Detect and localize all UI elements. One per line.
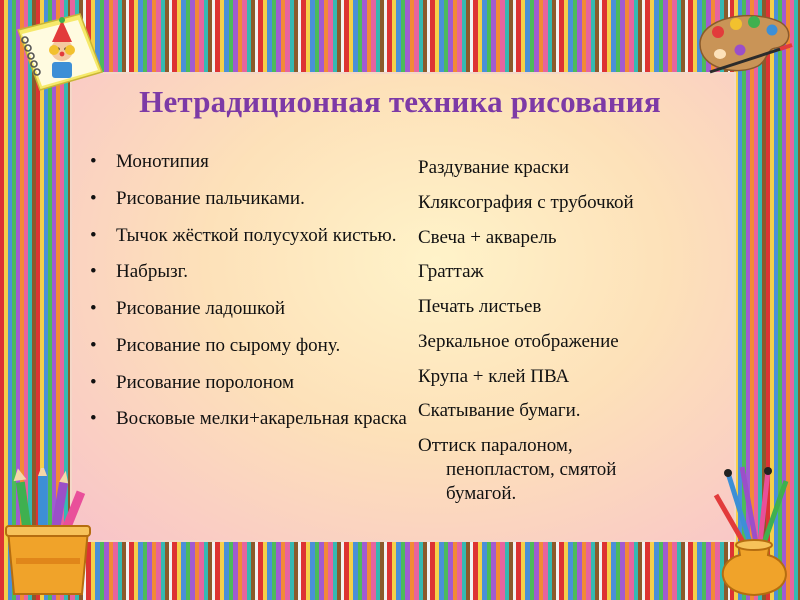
list-item: • Монотипия [88,150,408,174]
list-item: Свеча + акварель [418,226,557,248]
list-item: Скатывание бумаги. [418,400,581,422]
list-item: • Рисование пальчиками. [88,187,408,211]
list-item: • Тычок жёсткой полусухой кистью. [88,224,408,248]
list-item: Крупа + клей ПВА [418,365,570,387]
slide-title: Нетрадиционная техника рисования [139,84,661,119]
left-technique-list [88,150,408,444]
list-item: • Рисование ладошкой [88,297,408,321]
list-item: • Рисование поролоном [88,371,408,395]
list-item: Граттаж [418,261,484,283]
notebook-with-clown-icon [10,10,110,95]
list-item: • Набрызг. [88,260,408,284]
list-item: • Восковые мелки+акарельная краска [88,407,408,431]
pencil-border-top [0,0,800,75]
list-item: Печать листьев [418,296,542,317]
list-item: Оттиск паралоном, [418,435,573,456]
list-item: Зеркальное отображение [418,330,619,352]
list-item: Раздувание краски [418,157,569,178]
list-item: Кляксография с трубочкой [418,191,634,213]
paintbrush-vase-icon [708,465,800,597]
right-technique-list [418,156,708,505]
list-item-continuation: пенопластом, смятой [446,458,617,480]
list-item-continuation: бумагой. [446,482,517,504]
list-item: • Рисование по сырому фону. [88,334,408,358]
paint-palette-icon [690,6,795,76]
pencil-cup-icon [2,468,97,598]
